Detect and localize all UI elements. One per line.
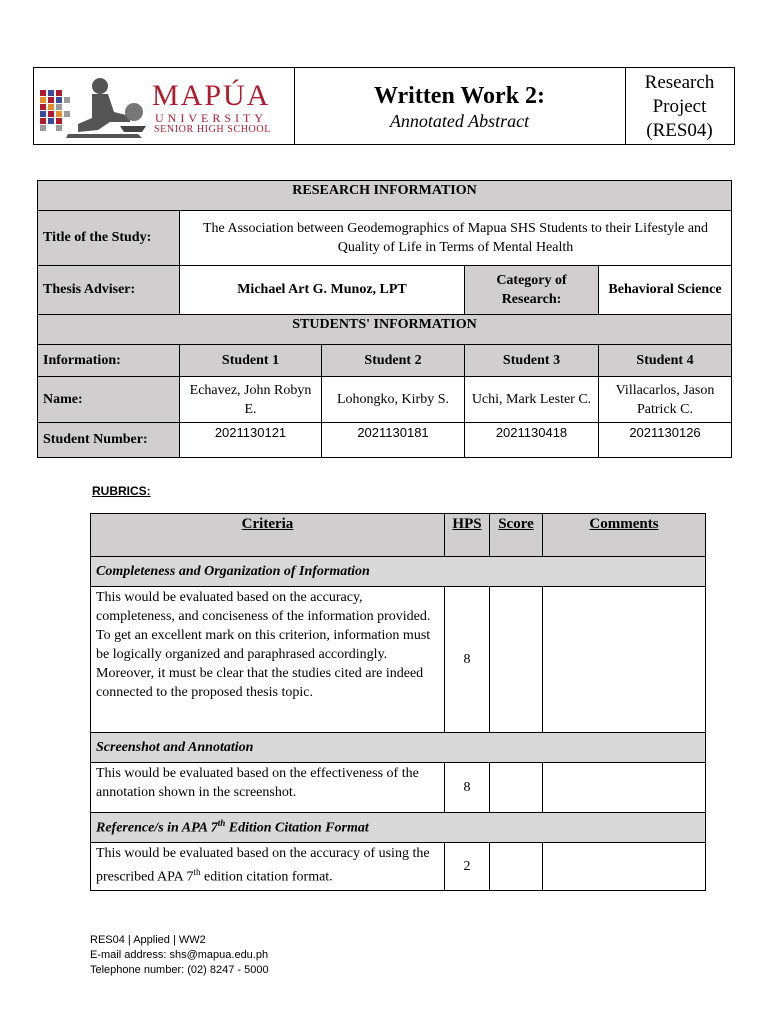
rubric-section-title: Completeness and Organization of Information — [91, 557, 706, 587]
course-code-cell — [625, 68, 734, 144]
title-of-study-label: Title of the Study: — [38, 211, 180, 266]
hps-header: HPS — [445, 514, 490, 557]
category-value: Behavioral Science — [599, 266, 732, 315]
rubric-description: This would be evaluated based on the effectiveness of the annotation shown in the screenshot. — [91, 763, 445, 813]
document-subtitle: Annotated Abstract — [389, 111, 530, 131]
rubric-score-cell — [490, 843, 543, 891]
comments-header: Comments — [543, 514, 706, 557]
student-3-number: 2021130418 — [465, 423, 599, 458]
document-header — [33, 67, 735, 145]
student-1-name: Echavez, John Robyn E. — [180, 377, 322, 423]
rubric-score-cell — [490, 587, 543, 733]
rubric-score-cell — [490, 763, 543, 813]
name-label: Name: — [38, 377, 180, 423]
title-cell — [294, 68, 626, 144]
rubric-title-part: Reference/s in APA 7 — [96, 820, 218, 836]
thesis-adviser-value: Michael Art G. Munoz, LPT — [180, 266, 465, 315]
rubric-comments-cell — [543, 843, 706, 891]
document-footer — [90, 933, 269, 978]
student-3-name: Uchi, Mark Lester C. — [465, 377, 599, 423]
mapua-logo-emblem-icon — [38, 72, 150, 140]
rubric-desc-part: This would be evaluated based on the accuracy of using the prescribed APA 7 — [96, 846, 430, 885]
footer-course-line: RES04 | Applied | WW2 — [90, 934, 206, 946]
document-title: Written Work 2: — [373, 83, 546, 109]
rubrics-label: RUBRICS: — [92, 484, 151, 498]
code-line-1: Research — [644, 72, 715, 93]
student-4-header: Student 4 — [599, 345, 732, 377]
title-of-study-value: The Association between Geodemographics of Mapua SHS Students to their Lifestyle and Quality of Life in Terms of Mental Health — [180, 211, 732, 266]
rubric-hps: 2 — [445, 843, 490, 891]
research-information-heading: RESEARCH INFORMATION — [38, 181, 732, 211]
student-1-header: Student 1 — [180, 345, 322, 377]
logo-cell — [34, 68, 295, 144]
student-1-number: 2021130121 — [180, 423, 322, 458]
rubric-desc-part: edition citation format. — [200, 869, 333, 885]
code-line-2: Project — [652, 96, 707, 117]
rubric-comments-cell — [543, 587, 706, 733]
rubric-title-superscript: th — [217, 818, 226, 829]
footer-email: E-mail address: shs@mapua.edu.ph — [90, 949, 269, 961]
rubric-description: This would be evaluated based on the accuracy, completeness, and conciseness of the information provided. To get an excellent mark on this criterion, information must be logically organized and paraphrased accordingly. Moreover, it must be clear that the studies cited are indeed connected to the proposed thesis topic. — [91, 587, 445, 733]
rubrics-table — [90, 513, 706, 891]
student-2-header: Student 2 — [322, 345, 465, 377]
rubric-section-title — [91, 813, 706, 843]
information-label: Information: — [38, 345, 180, 377]
logo-school: SENIOR HIGH SCHOOL — [154, 124, 271, 135]
student-2-name: Lohongko, Kirby S. — [322, 377, 465, 423]
footer-telephone: Telephone number: (02) 8247 - 5000 — [90, 964, 269, 976]
rubric-section-title: Screenshot and Annotation — [91, 733, 706, 763]
student-3-header: Student 3 — [465, 345, 599, 377]
category-label: Category of Research: — [465, 266, 599, 315]
student-number-label: Student Number: — [38, 423, 180, 458]
information-table — [37, 180, 732, 458]
rubric-comments-cell — [543, 763, 706, 813]
student-2-number: 2021130181 — [322, 423, 465, 458]
rubric-title-part: Edition Citation Format — [225, 820, 369, 836]
criteria-header: Criteria — [91, 514, 445, 557]
code-line-3: (RES04) — [646, 120, 713, 141]
rubric-hps: 8 — [445, 763, 490, 813]
rubric-description — [91, 843, 445, 891]
student-4-number: 2021130126 — [599, 423, 732, 458]
logo-name: MAPÚA — [152, 79, 271, 112]
students-information-heading: STUDENTS' INFORMATION — [38, 315, 732, 345]
student-4-name: Villacarlos, Jason Patrick C. — [599, 377, 732, 423]
score-header: Score — [490, 514, 543, 557]
rubric-hps: 8 — [445, 587, 490, 733]
logo-university: UNIVERSITY — [155, 111, 267, 125]
thesis-adviser-label: Thesis Adviser: — [38, 266, 180, 315]
rubric-desc-superscript: th — [193, 867, 201, 877]
